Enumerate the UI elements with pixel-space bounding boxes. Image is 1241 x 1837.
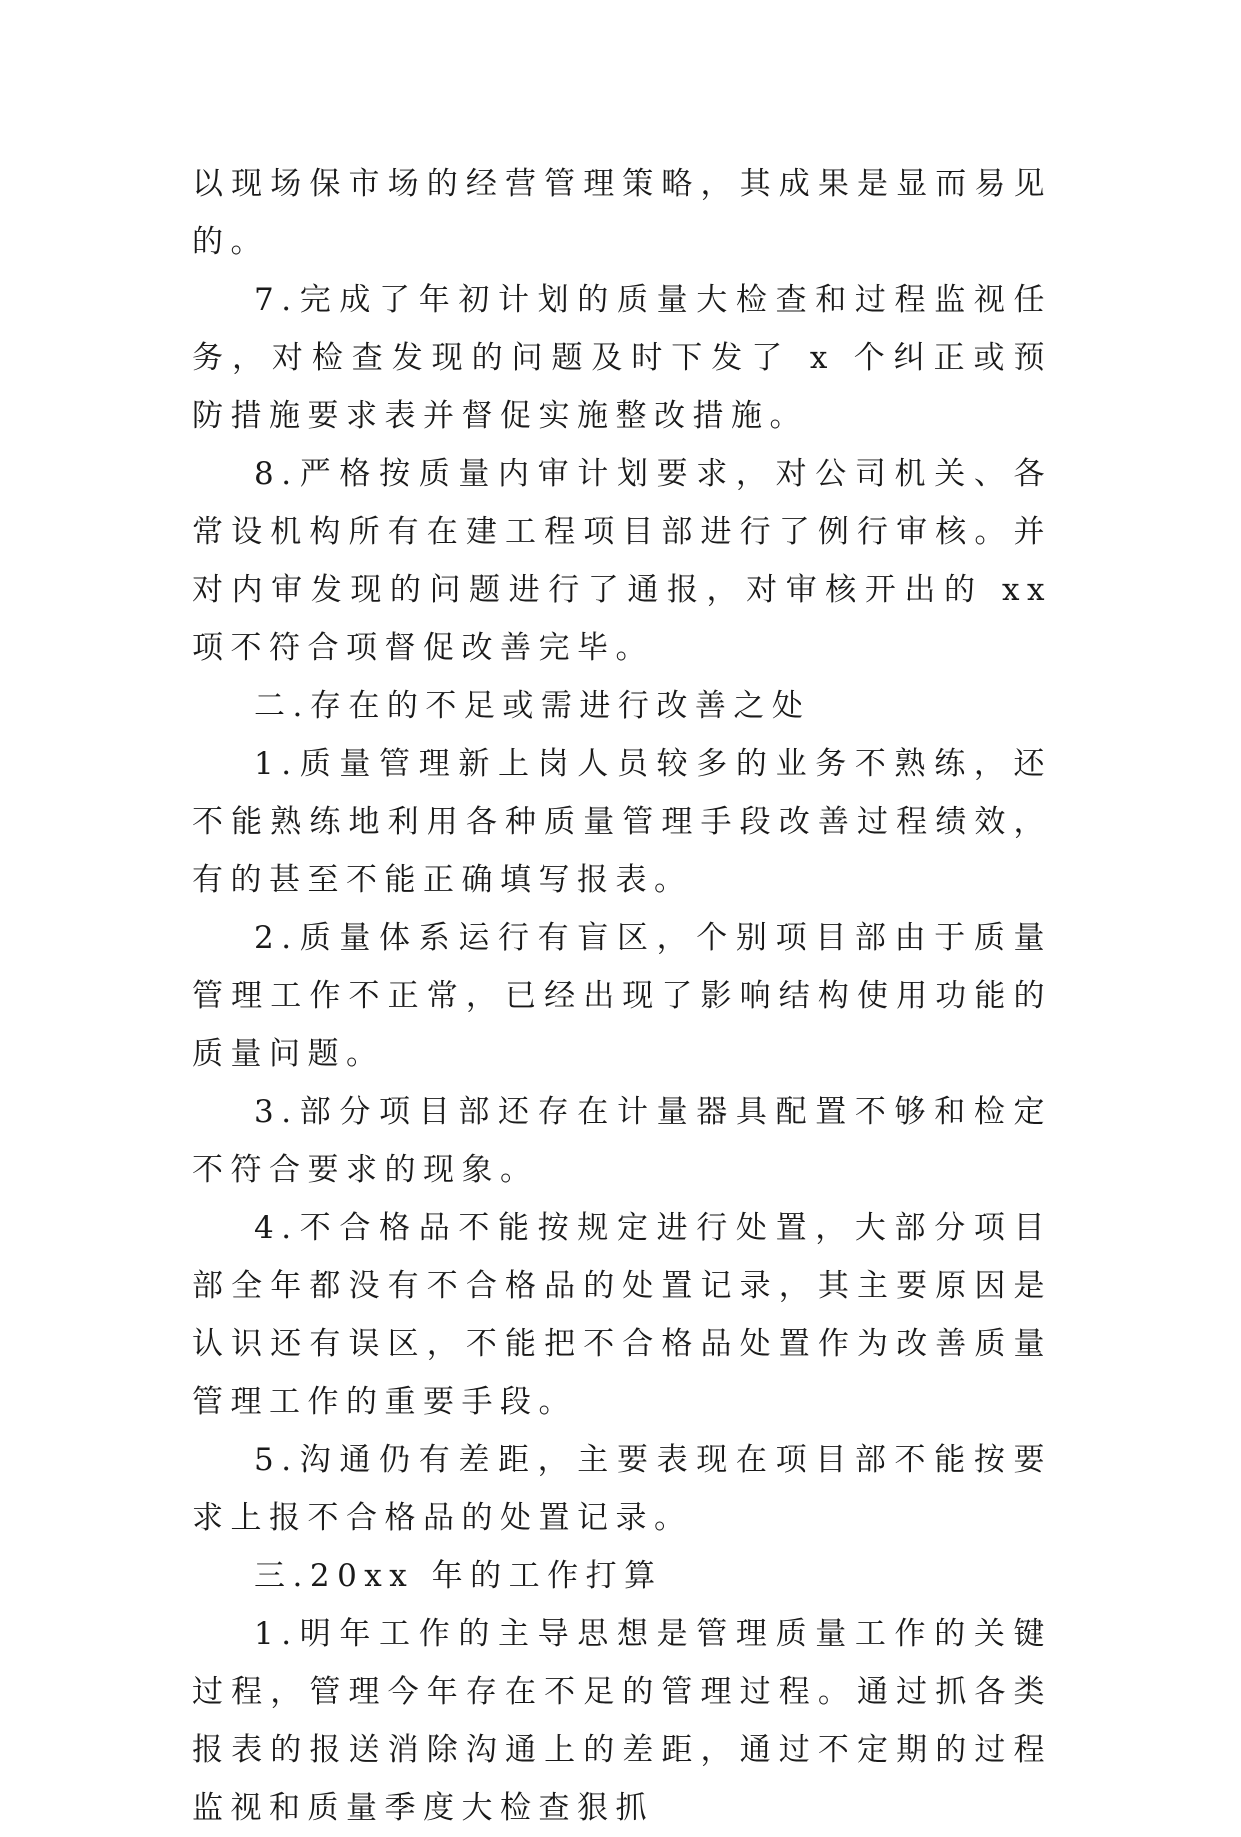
section-heading-3: 三.20xx 年的工作打算 [254, 1558, 663, 1594]
paragraph-deficiency-4: 4.不合格品不能按规定进行处置，大部分项目部全年都没有不合格品的处置记录，其主要原因是认识还有误区，不能把不合格品处置作为改善质量管理工作的重要手段。 [192, 1210, 1052, 1420]
paragraph-deficiency-3: 3.部分项目部还存在计量器具配置不够和检定不符合要求的现象。 [192, 1094, 1052, 1188]
paragraph-deficiency-5: 5.沟通仍有差距，主要表现在项目部不能按要求上报不合格品的处置记录。 [192, 1442, 1052, 1536]
paragraph-continuation: 以现场保市场的经营管理策略，其成果是显而易见的。 [192, 166, 1052, 260]
paragraph-deficiency-1: 1.质量管理新上岗人员较多的业务不熟练，还不能熟练地利用各种质量管理手段改善过程绩效，有的甚至不能正确填写报表。 [192, 746, 1052, 898]
paragraph-deficiency-2: 2.质量体系运行有盲区，个别项目部由于质量管理工作不正常，已经出现了影响结构使用功能的质量问题。 [192, 920, 1052, 1072]
paragraph-item-8: 8.严格按质量内审计划要求，对公司机关、各常设机构所有在建工程项目部进行了例行审核。并对内审发现的问题进行了通报，对审核开出的 xx 项不符合项督促改善完毕。 [192, 456, 1052, 666]
paragraph-item-7: 7.完成了年初计划的质量大检查和过程监视任务，对检查发现的问题及时下发了 x 个纠正或预防措施要求表并督促实施整改措施。 [192, 282, 1052, 434]
section-heading-2: 二.存在的不足或需进行改善之处 [254, 688, 811, 724]
document-body [192, 155, 1052, 1837]
paragraph-plan-1: 1.明年工作的主导思想是管理质量工作的关键过程，管理今年存在不足的管理过程。通过抓各类报表的报送消除沟通上的差距，通过不定期的过程监视和质量季度大检查狠抓 [192, 1616, 1052, 1826]
